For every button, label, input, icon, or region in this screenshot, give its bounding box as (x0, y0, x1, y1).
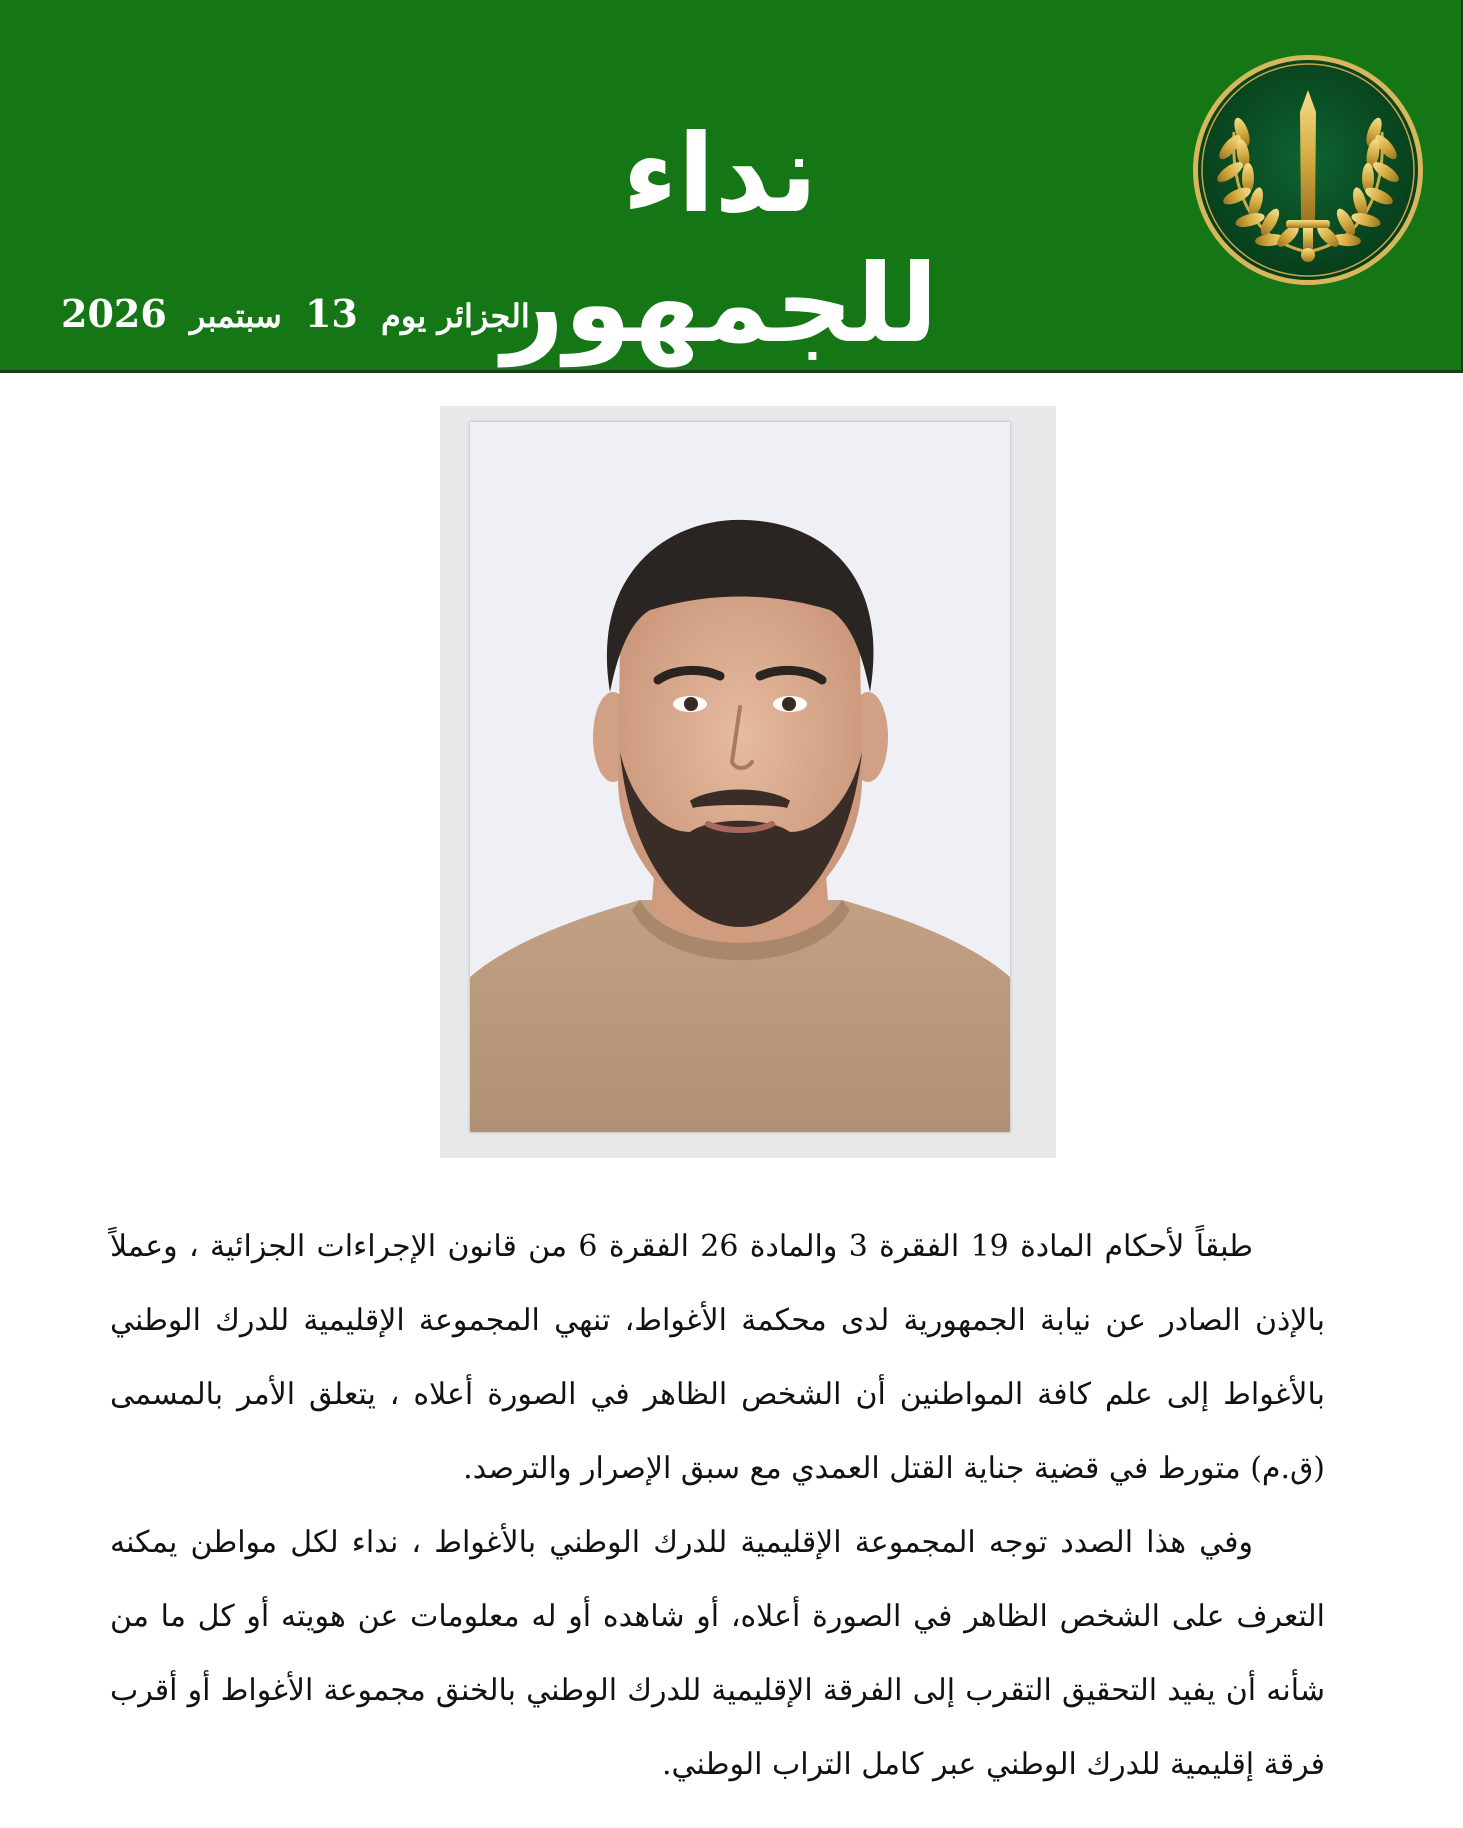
photo-frame (440, 406, 1056, 1158)
header-banner (0, 0, 1463, 373)
date-line (55, 292, 536, 338)
suspect-portrait-photo (470, 422, 1010, 1132)
date-month: سبتمبر (189, 297, 282, 335)
date-city-day: الجزائر يوم (381, 297, 530, 335)
date-year: 2026 (61, 291, 167, 336)
notice-body (110, 1210, 1325, 1802)
date-day: 13 (304, 291, 358, 336)
paragraph-1: طبقاً لأحكام المادة 19 الفقرة 3 والمادة 26 الفقرة 6 من قانون الإجراءات الجزائية ، وعملاً بالإذن الصادر عن نيابة الجمهورية لدى محكمة الأغواط، تنهي المجموعة الإقليمية للدرك الوطني بالأغواط إلى علم كافة المواطنين أن الشخص الظاهر في الصورة أعلاه ، يتعلق الأمر بالمسمى (ق.م) متورط في قضية جناية القتل العمدي مع سبق الإصرار والترصد. (110, 1229, 1325, 1486)
page-title: نداء للجمهور (501, 112, 939, 367)
gendarmerie-emblem-icon (1190, 52, 1426, 288)
paragraph-2: وفي هذا الصدد توجه المجموعة الإقليمية للدرك الوطني بالأغواط ، نداء لكل مواطن يمكنه التعرف على الشخص الظاهر في الصورة أعلاه، أو شاهده أو له معلومات عن هويته أو كل ما من شأنه أن يفيد التحقيق التقرب إلى الفرقة الإقليمية للدرك الوطني بالخنق مجموعة الأغواط أو أقرب فرقة إقليمية للدرك الوطني عبر كامل التراب الوطني. (110, 1525, 1325, 1782)
